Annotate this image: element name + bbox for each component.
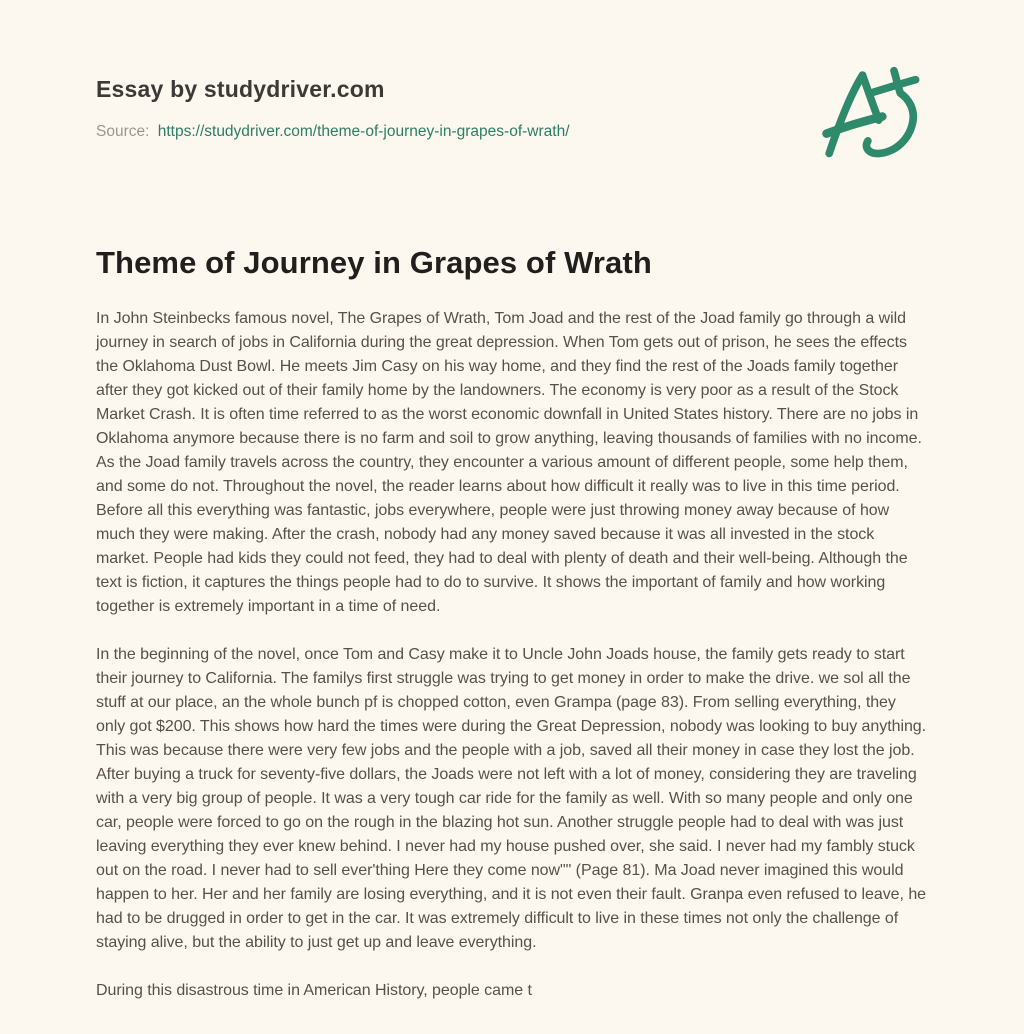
essay-body [96,307,928,1003]
essay-title: Theme of Journey in Grapes of Wrath [96,245,652,280]
essay-byline: Essay by studydriver.com [96,76,385,102]
studydriver-a-plus-logo-icon [822,62,930,172]
source-row [96,122,928,142]
essay-paragraph-1: In John Steinbecks famous novel, The Grapes of Wrath, Tom Joad and the rest of the Joad family go through a wild journey in search of jobs in California during the great depression. When Tom gets out of prison, he sees the effects the Oklahoma Dust Bowl. He meets Jim Casy on his way home, and they find the rest of the Joads family together after they got kicked out of their family home by the landowners. The economy is very poor as a result of the Stock Market Crash. It is often time referred to as the worst economic downfall in United States history. There are no jobs in Oklahoma anymore because there is no farm and soil to grow anything, leaving thousands of families with no income. As the Joad family travels across the country, they encounter a various amount of different people, some help them, and some do not. Throughout the novel, the reader learns about how difficult it really was to live in this time period. Before all this everything was fantastic, jobs everywhere, people were just throwing money away because of how much they were making. After the crash, nobody had any money saved because it was all invested in the stock market. People had kids they could not feed, they had to deal with plenty of death and their well-being. Although the text is fiction, it captures the things people had to do to survive. It shows the important of family and how working together is extremely important in a time of need. [96,310,922,615]
source-label: Source: [96,123,150,140]
essay-paragraph-2: In the beginning of the novel, once Tom and Casy make it to Uncle John Joads house, the family gets ready to start their journey to California. The familys first struggle was trying to get money in order to make the drive. we sol all the stuff at our place, an the whole bunch pf is chopped cotton, even Grampa (page 83). From selling everything, they only got $200. This shows how hard the times were during the Great Depression, nobody was looking to buy anything. This was because there were very few jobs and the people with a job, saved all their money in case they lost the job. After buying a truck for seventy-five dollars, the Joads were not left with a lot of money, considering they are traveling with a very big group of people. It was a very tough car ride for the family as well. With so many people and only one car, people were forced to go on the rough in the blazing hot sun. Another struggle people had to deal with was just leaving everything they ever knew behind. I never had my house pushed over, she said. I never had my fambly stuck out on the road. I never had to sell ever'thing Here they come now"" (Page 81). Ma Joad never imagined this would happen to her. Her and her family are losing everything, and it is not even their fault. Granpa even refused to leave, he had to be drugged in order to get in the car. It was extremely difficult to live in these times not only the challenge of staying alive, but the ability to just get up and leave everything. [96,646,927,951]
essay-paragraph-3-truncated: During this disastrous time in American History, people came t [96,982,532,999]
source-link[interactable]: https://studydriver.com/theme-of-journey-in-grapes-of-wrath/ [157,123,570,140]
